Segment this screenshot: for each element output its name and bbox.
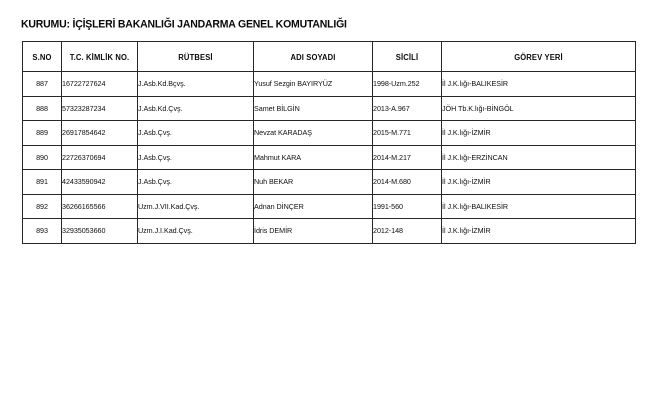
cell-adi-soyadi: Nuh BEKAR: [254, 170, 373, 195]
cell-adi-soyadi: Nevzat KARADAŞ: [254, 121, 373, 146]
cell-gorev-yeri: İl J.K.lığı-İZMİR: [442, 121, 636, 146]
cell-sicil: 1991-560: [373, 194, 442, 219]
cell-sicil: 1998-Uzm.252: [373, 72, 442, 97]
cell-gorev-yeri: JÖH Tb.K.lığı-BİNGÖL: [442, 96, 636, 121]
cell-gorev-yeri: İl J.K.lığı-İZMİR: [442, 219, 636, 244]
table-row: [23, 194, 636, 219]
column-header-tc-kimlik-no: T.C. KİMLİK NO.: [62, 41, 138, 72]
cell-sno: 888: [23, 96, 62, 121]
table-body: [23, 72, 636, 244]
column-header-sno: S.NO: [23, 41, 62, 72]
document-heading: KURUMU: İÇİŞLERİ BAKANLIĞI JANDARMA GENEL KOMUTANLIĞI: [21, 18, 347, 31]
table-row: [23, 96, 636, 121]
cell-sicil: 2014-M.217: [373, 145, 442, 170]
cell-adi-soyadi: Mahmut KARA: [254, 145, 373, 170]
cell-sno: 893: [23, 219, 62, 244]
cell-sicil: 2013-A.967: [373, 96, 442, 121]
cell-sno: 892: [23, 194, 62, 219]
table-row: [23, 121, 636, 146]
table-row: [23, 219, 636, 244]
cell-tc: 57323287234: [62, 96, 138, 121]
cell-sno: 889: [23, 121, 62, 146]
cell-rutbe: J.Asb.Kd.Bçvş.: [138, 72, 254, 97]
column-header-adi-soyadi: ADI SOYADI: [254, 41, 373, 72]
table-header-row: [23, 42, 636, 72]
cell-tc: 36266165566: [62, 194, 138, 219]
cell-rutbe: J.Asb.Çvş.: [138, 121, 254, 146]
cell-rutbe: Uzm.J.I.Kad.Çvş.: [138, 219, 254, 244]
cell-gorev-yeri: İl J.K.lığı-ERZİNCAN: [442, 145, 636, 170]
column-header-rutbe: RÜTBESİ: [138, 41, 254, 72]
column-header-sicil: SİCİLİ: [373, 41, 442, 72]
cell-adi-soyadi: Yusuf Sezgin BAYIRYÜZ: [254, 72, 373, 97]
cell-rutbe: J.Asb.Çvş.: [138, 145, 254, 170]
cell-rutbe: J.Asb.Kd.Çvş.: [138, 96, 254, 121]
table-row: [23, 145, 636, 170]
cell-tc: 16722727624: [62, 72, 138, 97]
cell-sno: 890: [23, 145, 62, 170]
table-row: [23, 72, 636, 97]
cell-adi-soyadi: Samet BİLGİN: [254, 96, 373, 121]
cell-gorev-yeri: İl J.K.lığı-BALIKESİR: [442, 194, 636, 219]
cell-gorev-yeri: İl J.K.lığı-BALIKESİR: [442, 72, 636, 97]
cell-rutbe: J.Asb.Çvş.: [138, 170, 254, 195]
cell-sno: 887: [23, 72, 62, 97]
cell-tc: 42433590942: [62, 170, 138, 195]
cell-sicil: 2015-M.771: [373, 121, 442, 146]
cell-sicil: 2014-M.680: [373, 170, 442, 195]
cell-tc: 32935053660: [62, 219, 138, 244]
personnel-table: [22, 41, 636, 244]
cell-rutbe: Uzm.J.VII.Kad.Çvş.: [138, 194, 254, 219]
cell-gorev-yeri: İl J.K.lığı-İZMİR: [442, 170, 636, 195]
column-header-gorev-yeri: GÖREV YERİ: [442, 41, 636, 72]
cell-adi-soyadi: İdris DEMİR: [254, 219, 373, 244]
cell-sicil: 2012-148: [373, 219, 442, 244]
cell-tc: 22726370694: [62, 145, 138, 170]
table-row: [23, 170, 636, 195]
cell-adi-soyadi: Adnan DİNÇER: [254, 194, 373, 219]
cell-sno: 891: [23, 170, 62, 195]
cell-tc: 26917854642: [62, 121, 138, 146]
personnel-table-container: [22, 41, 629, 244]
table-header: [23, 42, 636, 72]
